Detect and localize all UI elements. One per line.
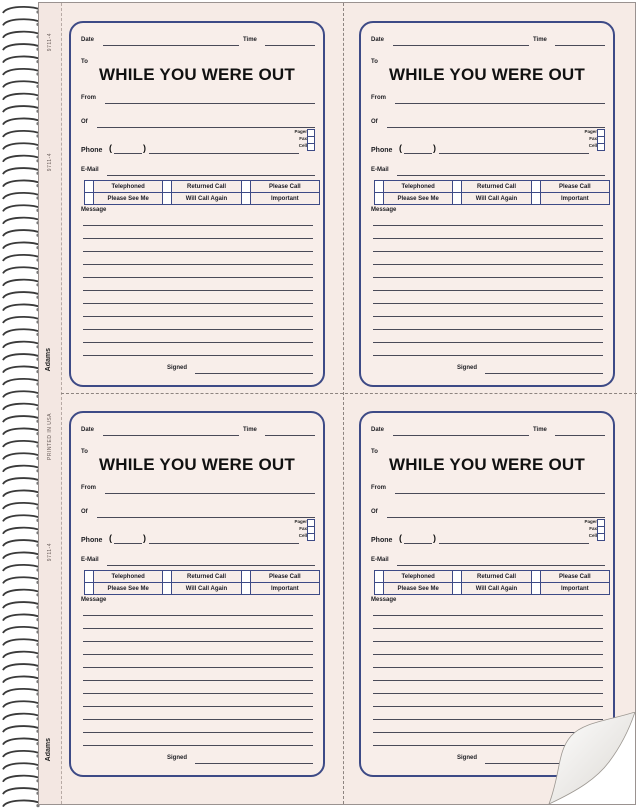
area-code-close: )	[143, 533, 146, 543]
message-label: Message	[371, 597, 397, 603]
telephoned-checkbox[interactable]	[85, 181, 94, 193]
will-call-again-checkbox[interactable]	[453, 583, 462, 595]
spiral-coil	[3, 714, 42, 720]
message-line[interactable]	[83, 706, 313, 707]
spiral-coil	[3, 218, 42, 224]
message-line[interactable]	[83, 238, 313, 239]
area-code-close: )	[143, 143, 146, 153]
cell-checkbox[interactable]	[597, 143, 605, 151]
signed-label: Signed	[167, 755, 188, 761]
of-field[interactable]	[97, 517, 315, 518]
spiral-coil	[3, 441, 42, 447]
message-line[interactable]	[83, 225, 313, 226]
message-line[interactable]	[373, 277, 603, 278]
telephoned-option: Telephoned	[94, 571, 163, 583]
cell-label: Cell	[298, 143, 307, 148]
message-line[interactable]	[83, 251, 313, 252]
returned-call-option: Returned Call	[172, 571, 241, 583]
form-title: WHILE YOU WERE OUT	[99, 455, 295, 474]
please-see-me-checkbox[interactable]	[375, 583, 384, 595]
please-see-me-option: Please See Me	[384, 583, 453, 595]
spiral-coil	[3, 614, 42, 620]
spiral-coil	[3, 7, 42, 13]
area-code-open: (	[109, 143, 112, 153]
margin-code: 9711-4	[47, 33, 53, 52]
message-line[interactable]	[83, 316, 313, 317]
time-label: Time	[243, 37, 257, 43]
spiral-coil	[3, 56, 42, 62]
will-call-again-checkbox[interactable]	[453, 193, 462, 205]
spiral-coil	[3, 776, 42, 782]
spiral-coil	[3, 552, 42, 558]
from-field[interactable]	[395, 103, 605, 104]
fax-label: Fax	[589, 526, 597, 531]
brand-logo: Adams	[45, 738, 52, 762]
spiral-coil	[3, 738, 42, 744]
please-call-checkbox[interactable]	[531, 181, 540, 193]
email-label: E-Mail	[81, 167, 99, 173]
important-option: Important	[250, 193, 319, 205]
margin-code: 9711-4	[47, 153, 53, 172]
margin-code: 9711-4	[47, 543, 53, 562]
email-field[interactable]	[107, 175, 315, 176]
spiral-coil	[3, 118, 42, 124]
returned-call-option: Returned Call	[462, 571, 531, 583]
date-label: Date	[81, 427, 95, 433]
message-label: Message	[81, 207, 107, 213]
time-label: Time	[533, 427, 547, 433]
spiral-coil	[3, 515, 42, 521]
will-call-again-option: Will Call Again	[172, 193, 241, 205]
signed-label: Signed	[457, 755, 478, 761]
date-field[interactable]	[393, 435, 529, 436]
important-option: Important	[540, 193, 609, 205]
please-see-me-checkbox[interactable]	[375, 193, 384, 205]
message-line[interactable]	[83, 641, 313, 642]
spiral-coil	[3, 565, 42, 571]
spiral-coil	[3, 193, 42, 199]
message-form	[359, 21, 615, 387]
spiral-coil	[3, 391, 42, 397]
phone-field[interactable]	[149, 543, 299, 544]
spiral-coil	[3, 168, 42, 174]
message-line[interactable]	[373, 641, 603, 642]
signature-field[interactable]	[195, 373, 313, 374]
from-label: From	[81, 485, 96, 491]
to-label: To	[371, 449, 378, 455]
call-options	[374, 180, 610, 205]
spiral-coil	[3, 763, 42, 769]
message-line[interactable]	[373, 355, 603, 356]
from-field[interactable]	[105, 103, 315, 104]
spiral-coil	[3, 379, 42, 385]
message-label: Message	[371, 207, 397, 213]
email-field[interactable]	[107, 565, 315, 566]
of-label: Of	[371, 509, 378, 515]
message-line[interactable]	[83, 732, 313, 733]
date-label: Date	[371, 427, 385, 433]
date-field[interactable]	[103, 45, 239, 46]
important-checkbox[interactable]	[241, 583, 250, 595]
returned-call-option: Returned Call	[172, 181, 241, 193]
of-field[interactable]	[97, 127, 315, 128]
message-line[interactable]	[83, 264, 313, 265]
pager-label: Pager	[294, 519, 307, 524]
please-call-checkbox[interactable]	[241, 181, 250, 193]
spiral-coil	[3, 428, 42, 434]
cell-label: Cell	[588, 533, 597, 538]
notebook-page	[38, 2, 636, 805]
fax-label: Fax	[299, 136, 307, 141]
spiral-coil	[3, 676, 42, 682]
please-call-option: Please Call	[250, 571, 319, 583]
phone-label: Phone	[371, 537, 393, 544]
message-line[interactable]	[83, 615, 313, 616]
spiral-coil	[3, 627, 42, 633]
date-label: Date	[81, 37, 95, 43]
from-label: From	[81, 95, 96, 101]
spiral-coil	[3, 800, 42, 806]
email-label: E-Mail	[81, 557, 99, 563]
margin-code: PRINTED IN USA	[47, 413, 53, 461]
spiral-coil	[3, 354, 42, 360]
spiral-coil	[3, 106, 42, 112]
area-code-open: (	[399, 143, 402, 153]
message-line[interactable]	[83, 693, 313, 694]
spiral-coil	[3, 94, 42, 100]
spiral-coil	[3, 242, 42, 248]
will-call-again-option: Will Call Again	[462, 583, 531, 595]
area-code-field[interactable]	[404, 153, 432, 154]
please-see-me-checkbox[interactable]	[85, 583, 94, 595]
area-code-open: (	[109, 533, 112, 543]
message-line[interactable]	[373, 316, 603, 317]
cell-checkbox[interactable]	[307, 533, 315, 541]
from-label: From	[371, 485, 386, 491]
spiral-coil	[3, 466, 42, 472]
message-line[interactable]	[83, 342, 313, 343]
spiral-coil	[3, 180, 42, 186]
spiral-coil	[3, 205, 42, 211]
spiral-coil	[3, 503, 42, 509]
returned-call-checkbox[interactable]	[163, 181, 172, 193]
spiral-coil	[3, 590, 42, 596]
message-line[interactable]	[373, 654, 603, 655]
please-see-me-option: Please See Me	[94, 583, 163, 595]
spiral-coil	[3, 32, 42, 38]
area-code-field[interactable]	[114, 543, 142, 544]
spiral-coil	[3, 788, 42, 794]
form-title: WHILE YOU WERE OUT	[389, 65, 585, 84]
message-line[interactable]	[373, 329, 603, 330]
spiral-coil	[3, 453, 42, 459]
message-line[interactable]	[373, 225, 603, 226]
phone-field[interactable]	[149, 153, 299, 154]
signed-label: Signed	[457, 365, 478, 371]
spiral-coil	[3, 701, 42, 707]
important-option: Important	[540, 583, 609, 595]
important-checkbox[interactable]	[241, 193, 250, 205]
telephoned-checkbox[interactable]	[375, 181, 384, 193]
spiral-coil	[3, 81, 42, 87]
spiral-coil	[3, 602, 42, 608]
message-line[interactable]	[373, 667, 603, 668]
please-call-checkbox[interactable]	[241, 571, 250, 583]
will-call-again-checkbox[interactable]	[163, 193, 172, 205]
from-field[interactable]	[395, 493, 605, 494]
call-options	[84, 570, 320, 595]
telephoned-option: Telephoned	[384, 571, 453, 583]
important-option: Important	[250, 583, 319, 595]
signature-field[interactable]	[195, 763, 313, 764]
message-line[interactable]	[373, 680, 603, 681]
of-field[interactable]	[387, 517, 605, 518]
spiral-coil	[3, 577, 42, 583]
please-see-me-option: Please See Me	[384, 193, 453, 205]
spiral-coil	[3, 143, 42, 149]
time-label: Time	[533, 37, 547, 43]
will-call-again-option: Will Call Again	[462, 193, 531, 205]
of-label: Of	[371, 119, 378, 125]
phone-label: Phone	[81, 147, 103, 154]
time-label: Time	[243, 427, 257, 433]
call-options	[374, 570, 610, 595]
date-field[interactable]	[393, 45, 529, 46]
spiral-coil	[3, 416, 42, 422]
of-label: Of	[81, 119, 88, 125]
spiral-coil	[3, 131, 42, 137]
message-label: Message	[81, 597, 107, 603]
returned-call-option: Returned Call	[462, 181, 531, 193]
phone-field[interactable]	[439, 543, 589, 544]
message-line[interactable]	[83, 745, 313, 746]
pager-label: Pager	[294, 129, 307, 134]
phone-label: Phone	[81, 537, 103, 544]
please-see-me-checkbox[interactable]	[85, 193, 94, 205]
message-line[interactable]	[373, 615, 603, 616]
telephoned-checkbox[interactable]	[375, 571, 384, 583]
perforated-margin	[39, 3, 62, 804]
telephoned-checkbox[interactable]	[85, 571, 94, 583]
area-code-open: (	[399, 533, 402, 543]
area-code-close: )	[433, 533, 436, 543]
message-line[interactable]	[83, 290, 313, 291]
email-label: E-Mail	[371, 167, 389, 173]
spiral-coil	[3, 652, 42, 658]
of-field[interactable]	[387, 127, 605, 128]
message-line[interactable]	[373, 238, 603, 239]
pager-label: Pager	[584, 129, 597, 134]
spiral-coil	[3, 255, 42, 261]
email-label: E-Mail	[371, 557, 389, 563]
fax-label: Fax	[299, 526, 307, 531]
message-line[interactable]	[373, 706, 603, 707]
spiral-coil	[3, 540, 42, 546]
message-line[interactable]	[83, 355, 313, 356]
brand-logo: Adams	[45, 348, 52, 372]
spiral-coil	[3, 317, 42, 323]
spiral-coil	[3, 639, 42, 645]
please-call-option: Please Call	[250, 181, 319, 193]
spiral-coil	[3, 342, 42, 348]
date-field[interactable]	[103, 435, 239, 436]
cell-label: Cell	[588, 143, 597, 148]
to-label: To	[371, 59, 378, 65]
to-label: To	[81, 449, 88, 455]
message-form	[69, 21, 325, 387]
message-line[interactable]	[83, 303, 313, 304]
area-code-field[interactable]	[404, 543, 432, 544]
telephoned-option: Telephoned	[384, 181, 453, 193]
spiral-coil	[3, 490, 42, 496]
spiral-coil	[3, 267, 42, 273]
form-title: WHILE YOU WERE OUT	[389, 455, 585, 474]
please-see-me-option: Please See Me	[94, 193, 163, 205]
message-line[interactable]	[373, 264, 603, 265]
spiral-coil	[3, 404, 42, 410]
spiral-coil	[3, 664, 42, 670]
message-line[interactable]	[373, 342, 603, 343]
will-call-again-option: Will Call Again	[172, 583, 241, 595]
time-field[interactable]	[265, 45, 315, 46]
spiral-coil	[3, 366, 42, 372]
spiral-coil	[3, 280, 42, 286]
call-options	[84, 180, 320, 205]
message-line[interactable]	[83, 628, 313, 629]
area-code-close: )	[433, 143, 436, 153]
time-field[interactable]	[265, 435, 315, 436]
area-code-field[interactable]	[114, 153, 142, 154]
from-field[interactable]	[105, 493, 315, 494]
form-title: WHILE YOU WERE OUT	[99, 65, 295, 84]
date-label: Date	[371, 37, 385, 43]
message-line[interactable]	[83, 719, 313, 720]
will-call-again-checkbox[interactable]	[163, 583, 172, 595]
vertical-perforation	[343, 3, 344, 804]
important-checkbox[interactable]	[531, 583, 540, 595]
of-label: Of	[81, 509, 88, 515]
spiral-coil	[3, 726, 42, 732]
fax-label: Fax	[589, 136, 597, 141]
from-label: From	[371, 95, 386, 101]
spiral-coil	[3, 304, 42, 310]
phone-field[interactable]	[439, 153, 589, 154]
message-line[interactable]	[373, 303, 603, 304]
returned-call-checkbox[interactable]	[453, 181, 462, 193]
spiral-coil	[3, 689, 42, 695]
email-field[interactable]	[397, 175, 605, 176]
message-line[interactable]	[83, 654, 313, 655]
message-line[interactable]	[373, 628, 603, 629]
time-field[interactable]	[555, 45, 605, 46]
returned-call-checkbox[interactable]	[453, 571, 462, 583]
please-call-option: Please Call	[540, 571, 609, 583]
phone-label: Phone	[371, 147, 393, 154]
horizontal-perforation	[61, 393, 637, 394]
spiral-coil	[3, 751, 42, 757]
message-line[interactable]	[373, 290, 603, 291]
please-call-checkbox[interactable]	[531, 571, 540, 583]
time-field[interactable]	[555, 435, 605, 436]
important-checkbox[interactable]	[531, 193, 540, 205]
signature-field[interactable]	[485, 373, 603, 374]
cell-checkbox[interactable]	[307, 143, 315, 151]
telephoned-option: Telephoned	[94, 181, 163, 193]
email-field[interactable]	[397, 565, 605, 566]
spiral-coil	[3, 156, 42, 162]
signed-label: Signed	[167, 365, 188, 371]
spiral-coil	[3, 19, 42, 25]
message-line[interactable]	[83, 329, 313, 330]
spiral-coil	[3, 528, 42, 534]
to-label: To	[81, 59, 88, 65]
please-call-option: Please Call	[540, 181, 609, 193]
spiral-coil	[3, 69, 42, 75]
message-line[interactable]	[83, 680, 313, 681]
message-line[interactable]	[373, 693, 603, 694]
message-line[interactable]	[83, 277, 313, 278]
page-curl	[531, 712, 635, 804]
message-line[interactable]	[83, 667, 313, 668]
spiral-coil	[3, 478, 42, 484]
cell-checkbox[interactable]	[597, 533, 605, 541]
spiral-coil	[3, 292, 42, 298]
spiral-coil	[3, 44, 42, 50]
message-line[interactable]	[373, 251, 603, 252]
spiral-coil	[3, 329, 42, 335]
returned-call-checkbox[interactable]	[163, 571, 172, 583]
message-form	[69, 411, 325, 777]
cell-label: Cell	[298, 533, 307, 538]
pager-label: Pager	[584, 519, 597, 524]
spiral-coil	[3, 230, 42, 236]
